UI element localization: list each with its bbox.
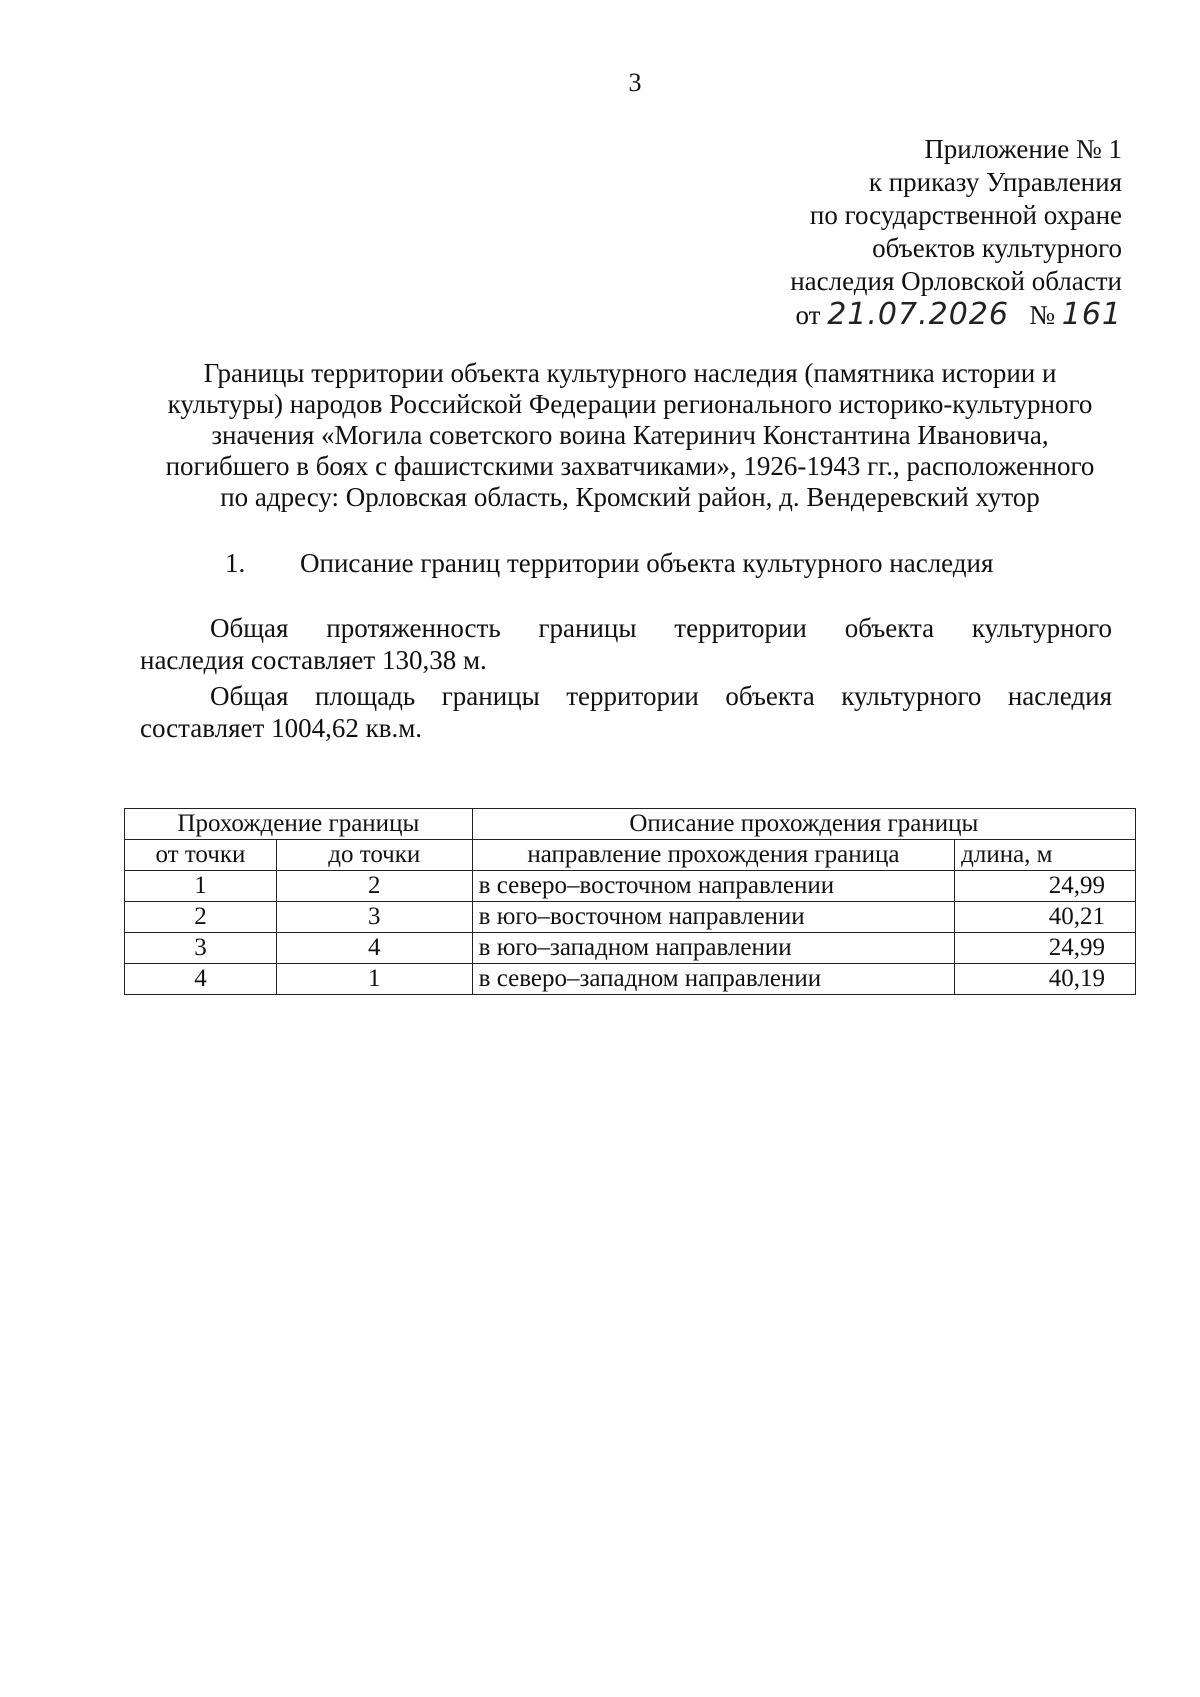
cell-length: 24,99 [955,871,1136,902]
header-boundary-passage: Прохождение границы [125,809,473,840]
cell-from: 3 [125,933,277,964]
length-paragraph [140,612,1112,676]
appendix-block [790,133,1122,332]
header-to-point: до точки [276,840,472,871]
date-number-line [790,298,1122,332]
handwritten-date: 21.07.2026 [827,297,1009,332]
title-line: погибшего в боях с фашистскими захватчиками», 1926-1943 гг., расположенного [165,451,1095,481]
section-heading [225,548,993,579]
date-prefix: от [795,300,821,330]
table-row [125,933,1136,964]
appendix-line: по государственной охране [809,200,1122,230]
area-paragraph [140,680,1112,744]
cell-direction: в северо–западном направлении [472,964,954,995]
paragraph-line: составляет 1004,62 кв.м. [140,713,423,743]
document-title [135,358,1125,513]
title-line: Границы территории объекта культурного наследия (памятника истории и [203,358,1057,388]
number-prefix: № [1029,300,1055,330]
appendix-line: Приложение № 1 [924,134,1122,164]
cell-to: 3 [276,902,472,933]
page-number: 3 [628,68,642,97]
table-subheader-row [125,840,1136,871]
table-header-row [125,809,1136,840]
cell-from: 1 [125,871,277,902]
paragraph-line: Общая протяженность границы территории объекта культурного [210,613,1112,643]
cell-length: 40,19 [955,964,1136,995]
paragraph-line: наследия составляет 130,38 м. [140,645,487,675]
title-line: значения «Могила советского воина Катеринич Константина Ивановича, [211,420,1049,450]
paragraph-line: Общая площадь границы территории объекта культурного наследия [210,681,1112,711]
title-line: культуры) народов Российской Федерации регионального историко-культурного [167,389,1093,419]
cell-length: 24,99 [955,933,1136,964]
cell-to: 4 [276,933,472,964]
cell-direction: в северо–восточном направлении [472,871,954,902]
cell-direction: в юго–восточном направлении [472,902,954,933]
table-row [125,871,1136,902]
boundary-table [124,808,1136,995]
cell-to: 1 [276,964,472,995]
appendix-line: к приказу Управления [868,167,1122,197]
appendix-line: наследия Орловской области [790,266,1122,296]
title-line: по адресу: Орловская область, Кромский район, д. Вендеревский хутор [220,482,1040,512]
table-row [125,902,1136,933]
cell-direction: в юго–западном направлении [472,933,954,964]
section-number: 1. [225,548,246,578]
cell-from: 4 [125,964,277,995]
header-boundary-description: Описание прохождения границы [472,809,1135,840]
header-from-point: от точки [125,840,277,871]
section-title: Описание границ территории объекта культурного наследия [300,548,994,578]
cell-to: 2 [276,871,472,902]
header-direction: направление прохождения граница [472,840,954,871]
handwritten-number: 161 [1061,297,1122,332]
appendix-line: объектов культурного [872,233,1122,263]
cell-length: 40,21 [955,902,1136,933]
table-row [125,964,1136,995]
header-length: длина, м [955,840,1136,871]
cell-from: 2 [125,902,277,933]
